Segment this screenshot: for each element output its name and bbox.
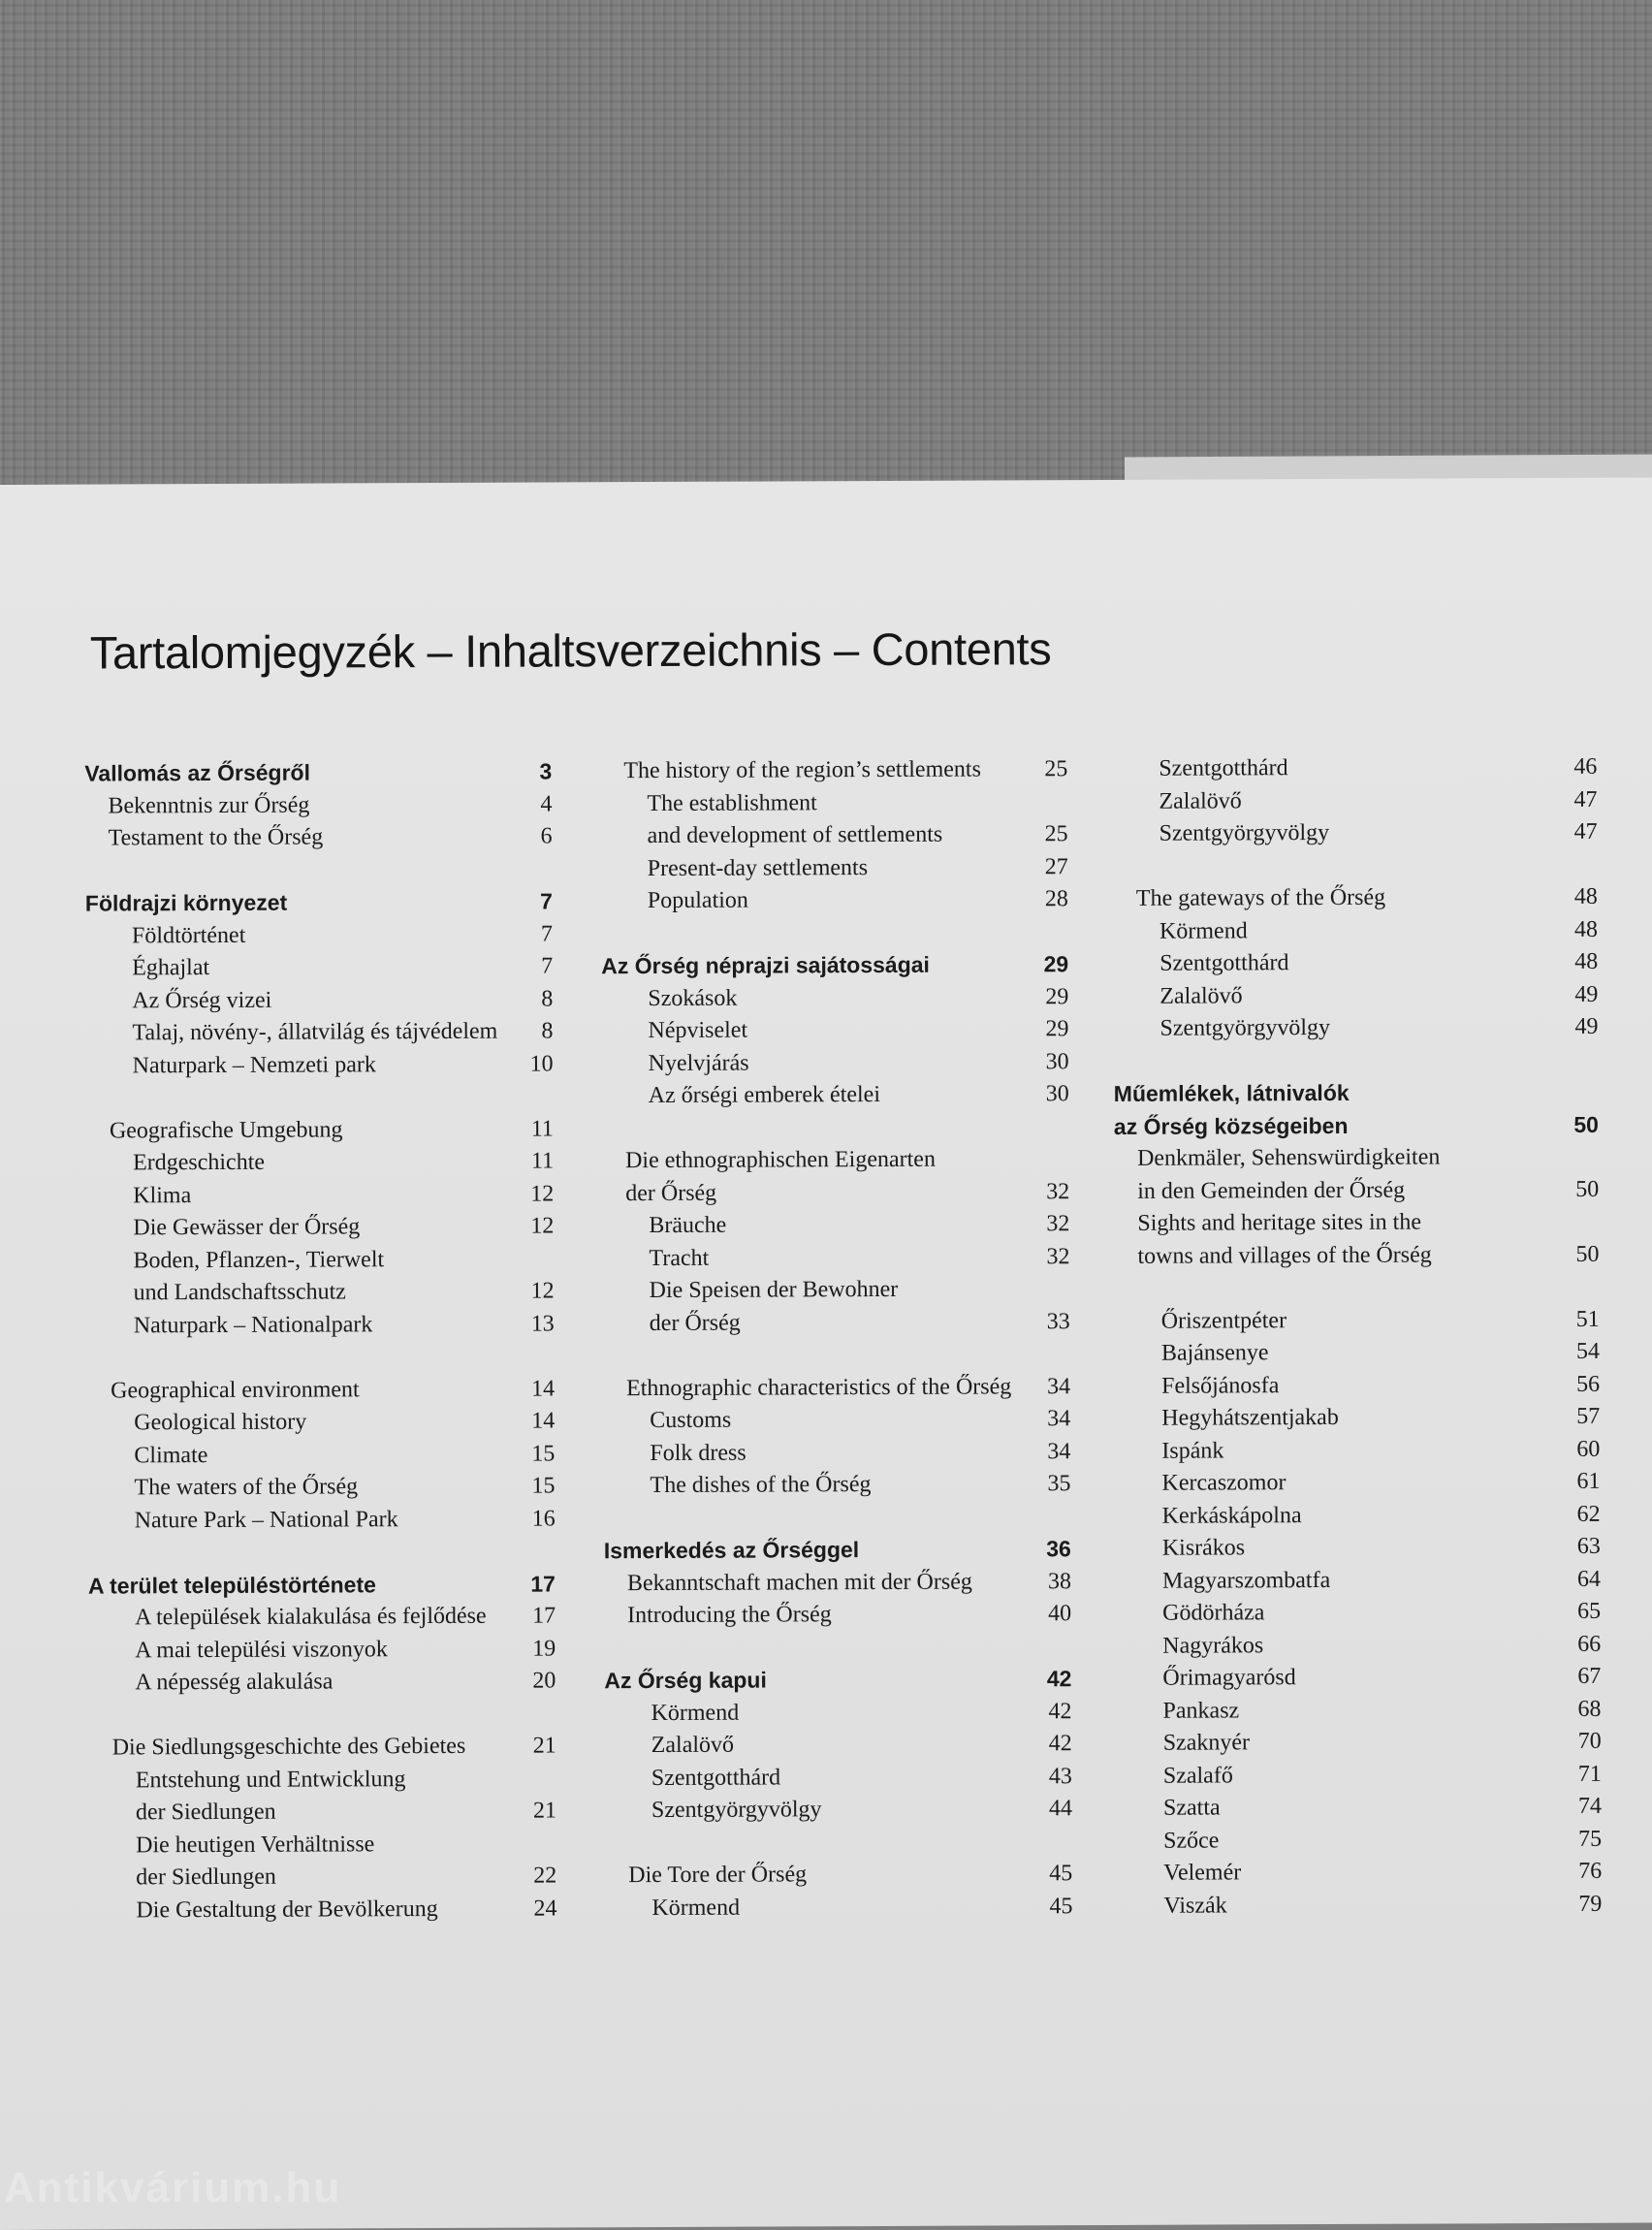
toc-page-number: 50 <box>1575 1176 1600 1202</box>
toc-entry <box>87 1470 555 1505</box>
toc-entry <box>602 1046 1069 1081</box>
toc-entry-title: Die Tore der Őrség <box>628 1862 808 1889</box>
toc-page-number: 12 <box>530 1180 555 1207</box>
toc-page-number: 11 <box>530 1148 555 1174</box>
toc-entry-title: Hegyhátszentjakab <box>1161 1404 1339 1431</box>
toc-page-number: 3 <box>539 758 553 784</box>
toc-entry-title: der Őrség <box>625 1180 717 1206</box>
toc-page-number: 61 <box>1576 1468 1601 1494</box>
toc-entry-title: and development of settlements <box>647 821 943 849</box>
toc-entry-title: Folk dress <box>650 1440 747 1466</box>
toc-entry-title: Introducing the Őrség <box>627 1602 832 1629</box>
toc-page-number: 66 <box>1577 1631 1602 1657</box>
toc-entry <box>1115 1433 1600 1468</box>
toc-entry <box>1115 1368 1600 1403</box>
toc-page-number: 16 <box>531 1505 556 1532</box>
toc-entry <box>604 1696 1071 1731</box>
toc-page-number: 14 <box>531 1375 556 1402</box>
toc-page-number: 8 <box>541 1018 554 1044</box>
toc-entry-title: Zalalövő <box>1159 787 1242 814</box>
toc-entry <box>1114 1173 1599 1208</box>
toc-entry-title: Szentgyörgyvölgy <box>1160 1014 1331 1041</box>
toc-entry-title: Nagyrákos <box>1162 1632 1264 1659</box>
toc-entry <box>86 1210 554 1245</box>
toc-entry-title: Naturpark – Nemzeti park <box>132 1051 376 1078</box>
toc-entry-title: Szatta <box>1162 1795 1221 1821</box>
toc-page-number: 67 <box>1577 1663 1602 1689</box>
toc-page-number: 75 <box>1578 1826 1603 1852</box>
toc-entry-title: Denkmäler, Sehenswürdigkeiten <box>1136 1144 1441 1171</box>
toc-entry <box>601 1013 1068 1048</box>
toc-entry-title: Földtörténet <box>131 922 246 948</box>
toc-page-number: 43 <box>1048 1763 1072 1789</box>
toc-entry-title: der Siedlungen <box>136 1864 276 1891</box>
toc-page-number: 76 <box>1578 1858 1603 1884</box>
toc-entry <box>1116 1531 1601 1566</box>
toc-entry-title: Népviselet <box>648 1017 748 1044</box>
toc-entry-title: Ismerkedés az Őrséggel <box>603 1537 860 1564</box>
toc-page-number: 29 <box>1043 951 1069 977</box>
toc-entry <box>600 753 1067 788</box>
toc-entry <box>1116 1498 1601 1533</box>
toc-entry <box>1115 1303 1600 1338</box>
toc-page-number: 74 <box>1577 1793 1603 1819</box>
background-surface <box>0 0 1652 504</box>
toc-page-number: 29 <box>1045 983 1069 1009</box>
toc-entry-title: Erdgeschichte <box>132 1149 266 1176</box>
toc-entry-title: Körmend <box>651 1700 740 1726</box>
toc-page-number: 40 <box>1048 1601 1072 1627</box>
toc-entry-title: Die ethnographischen Eigenarten <box>624 1146 936 1174</box>
toc-entry-title: Bräuche <box>649 1212 727 1239</box>
toc-entry-title: Szokások <box>648 985 738 1011</box>
toc-page-number: 20 <box>532 1668 556 1694</box>
toc-entry <box>1113 913 1598 948</box>
toc-entry <box>85 983 553 1018</box>
toc-entry <box>85 1015 553 1050</box>
toc-entry <box>603 1468 1070 1503</box>
toc-page-number: 48 <box>1573 916 1599 942</box>
toc-entry-title: Szalafő <box>1162 1762 1233 1789</box>
toc-page-number: 33 <box>1046 1308 1070 1334</box>
toc-page-number: 4 <box>540 790 553 817</box>
toc-entry-title: Climate <box>134 1442 208 1468</box>
toc-entry-title: Az őrségi emberek ételei <box>648 1082 881 1109</box>
toc-entry <box>1113 978 1598 1013</box>
toc-entry <box>1113 881 1598 916</box>
toc-entry-title: Population <box>647 887 748 914</box>
toc-entry <box>88 1633 556 1668</box>
toc-entry <box>1116 1563 1601 1598</box>
toc-entry <box>85 950 553 985</box>
toc-entry-title: Testament to the Őrség <box>108 824 324 851</box>
toc-entry <box>1112 751 1597 786</box>
toc-entry <box>86 1113 554 1148</box>
toc-page-number: 34 <box>1047 1373 1071 1399</box>
toc-entry <box>1114 1141 1599 1176</box>
toc-entry-title: A mai települési viszonyok <box>135 1636 388 1663</box>
toc-entry-title: Klima <box>133 1182 192 1208</box>
toc-page-number: 54 <box>1575 1338 1600 1364</box>
toc-entry <box>1116 1661 1601 1696</box>
toc-entry-title: Tracht <box>649 1245 710 1271</box>
toc-entry-title: Bekenntnis zur Őrség <box>108 792 310 818</box>
toc-entry-title: A terület településtörténete <box>87 1571 376 1599</box>
toc-page-number: 25 <box>1044 756 1068 782</box>
toc-entry <box>89 1730 556 1765</box>
toc-entry-title: Nyelvjárás <box>648 1050 749 1076</box>
toc-entry-title: Kerkáskápolna <box>1161 1502 1302 1529</box>
toc-page-number: 45 <box>1049 1893 1073 1919</box>
toc-entry <box>1113 1011 1598 1046</box>
toc-entry <box>1116 1628 1601 1663</box>
toc-entry-title: und Landschaftsschutz <box>133 1279 346 1306</box>
toc-entry-title: Szentgyörgyvölgy <box>651 1797 822 1824</box>
toc-entry-title: Az Őrség néprajzi sajátosságai <box>601 951 930 979</box>
toc-entry <box>1115 1401 1600 1436</box>
toc-page-number: 17 <box>532 1603 556 1629</box>
toc-entry <box>1113 946 1598 981</box>
toc-entry-title: Boden, Pflanzen-, Tierwelt <box>133 1246 385 1273</box>
toc-entry <box>1117 1758 1602 1793</box>
toc-page-number: 49 <box>1574 981 1599 1007</box>
toc-section-heading <box>88 1568 556 1603</box>
book-page <box>0 477 1652 2230</box>
toc-entry <box>605 1793 1072 1828</box>
toc-section-heading <box>85 885 553 920</box>
toc-entry <box>1112 783 1597 818</box>
toc-column-2 <box>600 753 1072 1925</box>
toc-entry-title: Földrajzi környezet <box>84 889 288 916</box>
toc-page-number: 79 <box>1578 1891 1603 1917</box>
toc-page-number: 13 <box>530 1310 555 1337</box>
toc-entry-title: Magyarszombatfa <box>1161 1567 1331 1594</box>
toc-page-number: 34 <box>1047 1406 1071 1432</box>
toc-page-number: 46 <box>1573 753 1598 780</box>
toc-entry <box>89 1795 556 1830</box>
toc-entry <box>88 1665 556 1700</box>
toc-page-number: 12 <box>530 1278 555 1304</box>
toc-entry-title: Őrimagyarósd <box>1162 1665 1296 1691</box>
toc-entry <box>89 1893 556 1927</box>
toc-page-number: 30 <box>1045 1048 1069 1074</box>
toc-entry-title: Vallomás az Őrségről <box>84 759 311 786</box>
toc-column-3 <box>1112 751 1602 1923</box>
toc-page-number: 60 <box>1576 1436 1601 1462</box>
toc-page-number: 7 <box>540 920 554 947</box>
toc-page-number: 27 <box>1044 853 1068 879</box>
toc-section-heading <box>1114 1076 1599 1111</box>
toc-entry <box>602 1143 1069 1178</box>
toc-page-number: 63 <box>1576 1533 1601 1559</box>
toc-entry-title: Szentgotthárd <box>1159 755 1288 781</box>
toc-page-number: 50 <box>1575 1241 1600 1267</box>
toc-entry <box>87 1373 555 1408</box>
toc-entry <box>1115 1466 1600 1501</box>
toc-page-number: 28 <box>1044 886 1068 912</box>
toc-entry <box>601 981 1068 1016</box>
toc-section-heading <box>1114 1108 1599 1143</box>
toc-entry-title: The gateways of the Őrség <box>1135 884 1386 911</box>
toc-entry <box>86 1178 554 1213</box>
toc-entry-title: A települések kialakulása és fejlődése <box>135 1603 487 1631</box>
toc-page-number: 65 <box>1577 1598 1602 1624</box>
toc-entry <box>602 1078 1069 1113</box>
toc-entry-title: Szentgyörgyvölgy <box>1159 819 1330 846</box>
toc-page-number: 24 <box>533 1895 557 1922</box>
toc-entry <box>605 1728 1072 1763</box>
toc-entry <box>85 820 553 855</box>
toc-entry <box>1116 1693 1601 1728</box>
toc-entry <box>1117 1791 1602 1826</box>
toc-page-number: 6 <box>540 823 553 849</box>
toc-entry <box>1115 1336 1600 1371</box>
toc-page-number: 42 <box>1048 1731 1072 1757</box>
toc-entry <box>602 1208 1069 1243</box>
toc-entry-title: Ispánk <box>1161 1437 1224 1464</box>
toc-entry-title: Körmend <box>651 1895 741 1921</box>
toc-page-number: 32 <box>1046 1243 1070 1269</box>
toc-page-number: 34 <box>1047 1438 1071 1464</box>
toc-entry <box>603 1436 1070 1471</box>
toc-entry <box>1114 1238 1599 1273</box>
toc-entry-title: The establishment <box>647 789 817 816</box>
toc-entry <box>1114 1206 1599 1241</box>
toc-page-number: 68 <box>1577 1696 1602 1722</box>
toc-page-number: 47 <box>1573 786 1598 812</box>
toc-entry-title: The history of the region’s settlements <box>623 756 981 784</box>
toc-page-number: 48 <box>1573 883 1598 909</box>
toc-entry-title: A népesség alakulása <box>135 1669 334 1696</box>
toc-entry-title: Gödörháza <box>1162 1600 1265 1626</box>
toc-entry-title: Ethnographic characteristics of the Őrség <box>626 1373 1012 1401</box>
toc-page-number: 48 <box>1574 948 1599 974</box>
toc-section-heading <box>601 948 1068 983</box>
toc-page-number: 21 <box>532 1733 556 1759</box>
toc-section-heading <box>604 1533 1071 1568</box>
toc-entry-title: Szaknyér <box>1162 1730 1251 1756</box>
toc-entry <box>86 1145 554 1180</box>
toc-entry <box>87 1438 555 1473</box>
toc-page-number: 50 <box>1573 1111 1599 1137</box>
toc-entry <box>602 1241 1069 1276</box>
toc-entry-title: in den Gemeinden der Őrség <box>1137 1177 1406 1204</box>
toc-entry-title: Nature Park – National Park <box>134 1506 398 1533</box>
page-title: Tartalomjegyzék – Inhaltsverzeichnis – Contents <box>89 622 1052 679</box>
toc-entry-title: Customs <box>650 1407 732 1434</box>
toc-entry-title: Pankasz <box>1162 1697 1240 1724</box>
toc-column-1 <box>84 755 556 1927</box>
toc-page-number: 42 <box>1048 1698 1072 1724</box>
toc-page-number: 14 <box>531 1408 556 1434</box>
toc-entry <box>88 1503 556 1538</box>
toc-entry-title: Naturpark – Nationalpark <box>133 1311 373 1338</box>
toc-entry-title: der Siedlungen <box>135 1799 276 1826</box>
toc-page-number: 62 <box>1576 1501 1601 1527</box>
toc-page-number: 32 <box>1046 1211 1070 1237</box>
toc-entry <box>85 918 553 953</box>
toc-entry-title: Geographical environment <box>111 1376 360 1403</box>
toc-page-number: 25 <box>1044 821 1068 847</box>
toc-entry <box>1113 816 1598 851</box>
toc-page-number: 15 <box>531 1440 556 1467</box>
toc-page-number: 38 <box>1047 1568 1072 1594</box>
toc-entry-title: der Őrség <box>649 1310 741 1336</box>
toc-entry-title: Talaj, növény-, állatvilág és tájvédelem <box>132 1018 498 1046</box>
toc-page-number: 47 <box>1573 818 1598 844</box>
toc-entry-title: Bajánsenye <box>1160 1340 1269 1366</box>
toc-entry-title: Az Őrség kapui <box>604 1667 767 1694</box>
toc-entry <box>603 1403 1070 1438</box>
toc-page-number: 36 <box>1046 1536 1071 1562</box>
toc-entry-title: Die Speisen der Bewohner <box>649 1276 899 1304</box>
toc-entry <box>604 1566 1071 1601</box>
toc-page-number: 30 <box>1045 1081 1069 1107</box>
toc-entry-title: az Őrség községeiben <box>1113 1112 1349 1139</box>
toc-entry-title: Szőce <box>1163 1827 1220 1854</box>
toc-entry <box>89 1763 556 1798</box>
toc-entry <box>605 1891 1072 1926</box>
toc-entry-title: Geological history <box>134 1409 307 1436</box>
toc-page-number: 44 <box>1048 1796 1073 1822</box>
toc-entry-title: Entstehung und Entwicklung <box>135 1766 406 1793</box>
toc-entry-title: towns and villages of the Őrség <box>1137 1242 1432 1269</box>
toc-entry-title: Őriszentpéter <box>1160 1307 1287 1334</box>
toc-section-heading <box>604 1663 1071 1698</box>
toc-entry-title: The waters of the Őrség <box>134 1474 359 1501</box>
toc-page-number: 29 <box>1045 1016 1069 1042</box>
toc-entry <box>86 1048 554 1083</box>
toc-entry <box>601 818 1068 853</box>
toc-page-number: 56 <box>1576 1371 1601 1397</box>
toc-entry <box>86 1243 554 1278</box>
toc-entry <box>601 883 1068 918</box>
toc-entry <box>605 1858 1072 1893</box>
toc-entry <box>1117 1888 1602 1923</box>
toc-entry <box>601 851 1068 886</box>
toc-entry <box>1117 1726 1602 1761</box>
toc-entry-title: Felsőjánosfa <box>1161 1372 1280 1399</box>
toc-entry-title: Present-day settlements <box>647 854 869 881</box>
toc-entry <box>87 1405 555 1440</box>
toc-page-number: 7 <box>540 888 553 914</box>
toc-page-number: 12 <box>530 1213 555 1239</box>
toc-entry-title: Műemlékek, látnivalók <box>1113 1079 1350 1106</box>
toc-page-number: 35 <box>1047 1471 1071 1497</box>
toc-entry-title: Kisrákos <box>1161 1535 1246 1561</box>
toc-page-number: 21 <box>532 1798 557 1824</box>
toc-entry-title: Die heutigen Verhältnisse <box>136 1831 375 1858</box>
toc-entry-title: Die Gestaltung der Bevölkerung <box>136 1896 438 1923</box>
toc-entry <box>87 1275 555 1310</box>
toc-entry-title: Szentgotthárd <box>651 1764 781 1791</box>
toc-page-number: 70 <box>1577 1728 1602 1754</box>
toc-entry-title: Zalalövő <box>651 1732 735 1759</box>
toc-page-number: 19 <box>532 1635 556 1662</box>
toc-entry-title: Velemér <box>1163 1860 1242 1886</box>
watermark-text: Antikvárium.hu <box>4 2164 342 2212</box>
toc-page-number: 8 <box>541 985 554 1012</box>
toc-entry <box>602 1176 1069 1211</box>
toc-entry <box>604 1598 1071 1633</box>
toc-entry <box>1117 1856 1602 1891</box>
toc-entry <box>87 1308 555 1343</box>
toc-page-number: 51 <box>1575 1306 1600 1332</box>
toc-entry <box>1117 1823 1602 1858</box>
toc-page-number: 57 <box>1576 1403 1601 1429</box>
toc-entry-title: Szentgotthárd <box>1160 950 1289 976</box>
toc-page-number: 32 <box>1046 1178 1070 1204</box>
toc-entry-title: Kercaszomor <box>1161 1470 1287 1496</box>
toc-entry-title: Geografische Umgebung <box>109 1116 343 1143</box>
toc-entry-title: Körmend <box>1159 917 1248 944</box>
toc-entry <box>603 1306 1070 1341</box>
toc-page-number: 22 <box>533 1863 557 1889</box>
toc-entry-title: Éghajlat <box>132 955 210 981</box>
toc-entry-title: The dishes of the Őrség <box>650 1472 872 1499</box>
toc-entry-title: Die Gewässer der Őrség <box>133 1214 361 1241</box>
toc-page-number: 64 <box>1576 1566 1601 1592</box>
toc-page-number: 11 <box>530 1115 554 1142</box>
toc-page-number: 15 <box>531 1473 556 1499</box>
toc-page-number: 10 <box>529 1050 554 1077</box>
toc-entry <box>603 1371 1070 1406</box>
toc-page-number: 7 <box>541 953 554 979</box>
toc-entry <box>600 786 1067 821</box>
toc-entry-title: Viszák <box>1163 1892 1227 1919</box>
toc-page-number: 49 <box>1574 1013 1599 1039</box>
toc-entry <box>89 1828 556 1863</box>
toc-entry <box>1116 1596 1601 1631</box>
toc-entry-title: Zalalövő <box>1160 982 1243 1009</box>
toc-entry <box>603 1273 1070 1308</box>
toc-entry-title: Sights and heritage sites in the <box>1137 1209 1422 1236</box>
toc-entry <box>89 1860 556 1895</box>
toc-entry-title: Die Siedlungsgeschichte des Gebietes <box>111 1733 466 1761</box>
toc-entry-title: Bekanntschaft machen mit der Őrség <box>626 1569 972 1596</box>
toc-page-number: 42 <box>1046 1666 1072 1692</box>
toc-page-number: 45 <box>1049 1861 1073 1887</box>
toc-page-number: 71 <box>1577 1761 1602 1787</box>
toc-entry-title: Az Őrség vizei <box>132 987 272 1013</box>
toc-entry <box>84 788 552 823</box>
toc-entry <box>605 1761 1072 1796</box>
toc-section-heading <box>84 755 552 790</box>
toc-entry <box>88 1600 556 1635</box>
toc-page-number: 17 <box>530 1570 556 1597</box>
